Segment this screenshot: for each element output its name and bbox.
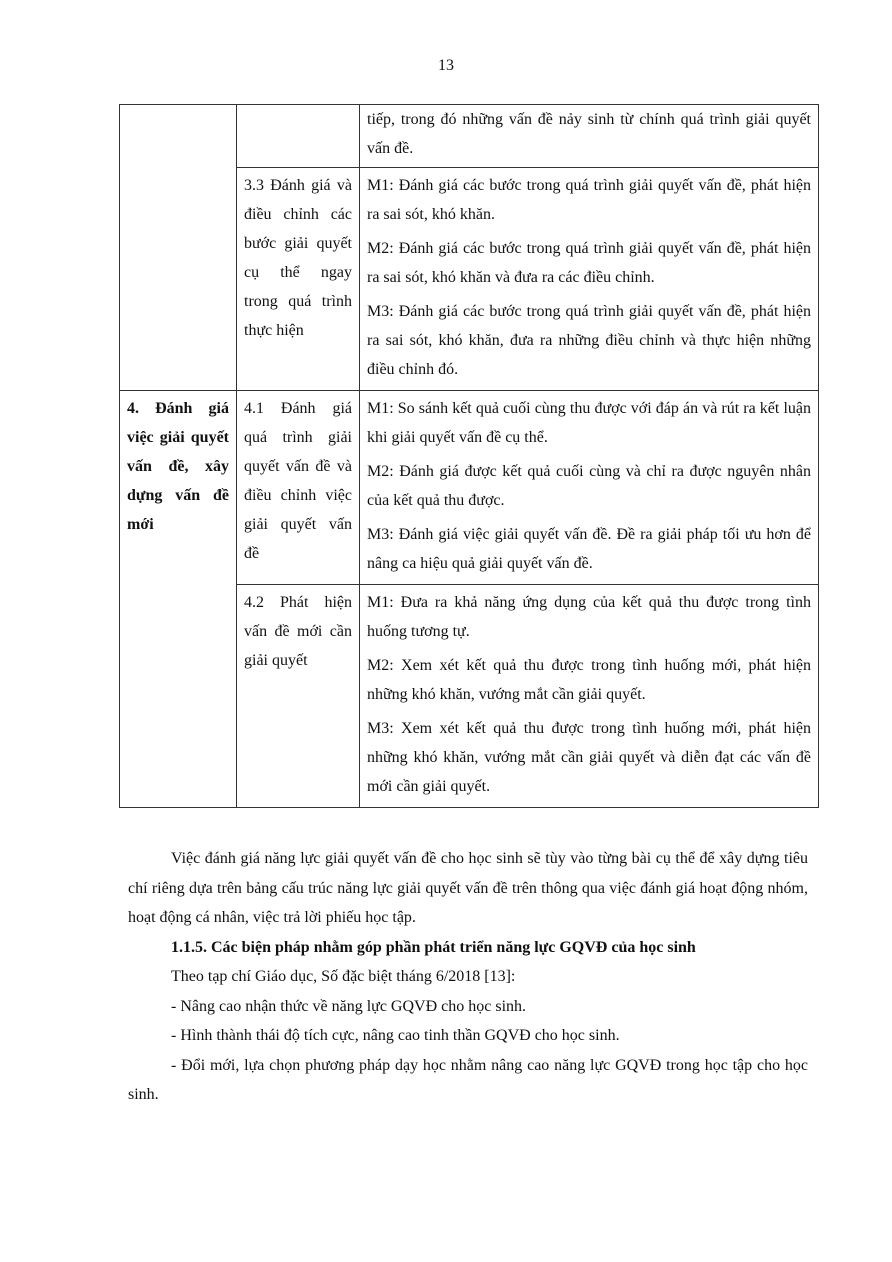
level-m1: M1: Đưa ra khả năng ứng dụng của kết quả thu được trong tình huống tương tự.	[367, 594, 811, 640]
evaluation-paragraph: Việc đánh giá năng lực giải quyết vấn đề cho học sinh sẽ tùy vào từng bài cụ thể để xây dựng tiêu chí riêng dựa trên bảng cấu trúc năng lực giải quyết vấn đề trên thông qua việc đánh giá hoạt động nhóm, hoạt động cá nhân, việc trả lời phiếu học tập.	[128, 850, 808, 926]
level-m1: M1: So sánh kết quả cuối cùng thu được với đáp án và rút ra kết luận khi giải quyết vấn đề cụ thể.	[367, 400, 811, 446]
level-m2: M2: Xem xét kết quả thu được trong tình huống mới, phát hiện những khó khăn, vướng mắt cần giải quyết.	[367, 657, 811, 703]
level-m2: M2: Đánh giá các bước trong quá trình giải quyết vấn đề, phát hiện ra sai sót, khó khăn và đưa ra các điều chỉnh.	[367, 240, 811, 286]
criterion-cell: 4. Đánh giá việc giải quyết vấn đề, xây dựng vấn đề mới	[120, 391, 237, 808]
level-m1: M1: Đánh giá các bước trong quá trình giải quyết vấn đề, phát hiện ra sai sót, khó khăn.	[367, 177, 811, 223]
levels-cell	[360, 105, 819, 168]
indicator-cell: 3.3 Đánh giá và điều chỉnh các bước giải quyết cụ thể ngay trong quá trình thực hiện	[237, 168, 360, 391]
level-m3: M3: Xem xét kết quả thu được trong tình huống mới, phát hiện những khó khăn, vướng mắt cần giải quyết và diễn đạt các vấn đề mới cần giải quyết.	[367, 720, 811, 795]
bullet-item: - Nâng cao nhận thức về năng lực GQVĐ cho học sinh.	[171, 997, 527, 1015]
page-number: 13	[438, 57, 454, 74]
indicator-cell: 4.2 Phát hiện vấn đề mới cần giải quyết	[237, 585, 360, 808]
level-text: tiếp, trong đó những vấn đề nảy sinh từ chính quá trình giải quyết vấn đề.	[367, 111, 811, 157]
level-m3: M3: Đánh giá các bước trong quá trình giải quyết vấn đề, phát hiện ra sai sót, khó khăn, đưa ra những điều chỉnh và thực hiện những điều chỉnh đó.	[367, 303, 811, 378]
competency-criteria-table	[119, 104, 819, 808]
criterion-cell	[120, 105, 237, 391]
level-m2: M2: Đánh giá được kết quả cuối cùng và chỉ ra được nguyên nhân của kết quả thu được.	[367, 463, 811, 509]
table-row	[120, 105, 819, 168]
level-m3: M3: Đánh giá việc giải quyết vấn đề. Đề ra giải pháp tối ưu hơn để nâng ca hiệu quả giải quyết vấn đề.	[367, 526, 811, 572]
section-heading: 1.1.5. Các biện pháp nhằm góp phần phát triển năng lực GQVĐ của học sinh	[171, 938, 696, 956]
table-row	[120, 391, 819, 585]
body-text	[128, 844, 808, 1110]
levels-cell	[360, 168, 819, 391]
levels-cell	[360, 391, 819, 585]
bullet-item: - Đổi mới, lựa chọn phương pháp dạy học nhằm nâng cao năng lực GQVĐ trong học tập cho học sinh.	[128, 1056, 808, 1103]
levels-cell	[360, 585, 819, 808]
indicator-cell	[237, 105, 360, 168]
indicator-cell: 4.1 Đánh giá quá trình giải quyết vấn đề và điều chỉnh việc giải quyết vấn đề	[237, 391, 360, 585]
bullet-item: - Hình thành thái độ tích cực, nâng cao tinh thần GQVĐ cho học sinh.	[171, 1027, 620, 1044]
source-line: Theo tạp chí Giáo dục, Số đặc biệt tháng 6/2018 [13]:	[171, 968, 516, 985]
